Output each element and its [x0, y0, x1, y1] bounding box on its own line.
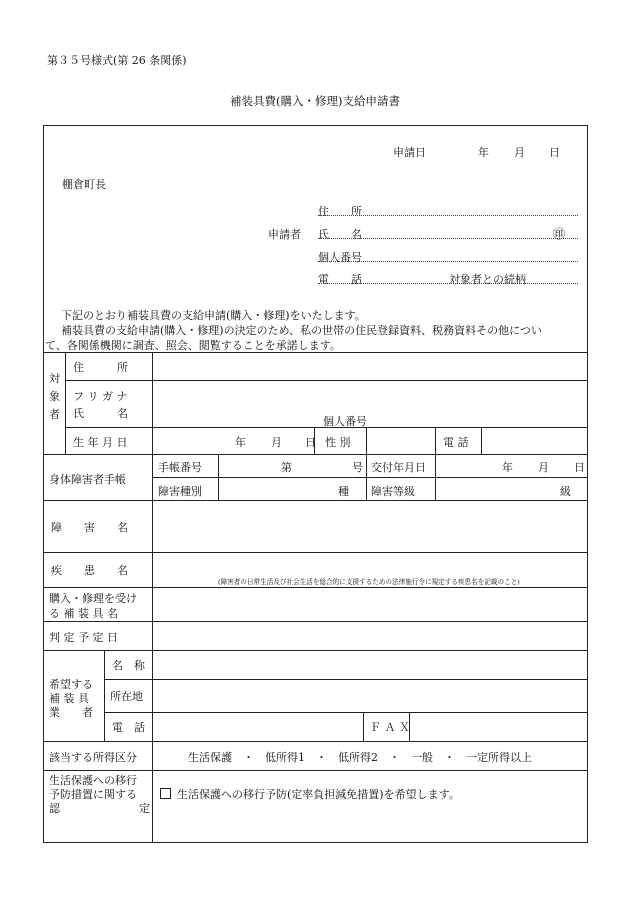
phone-label: 電 話 — [443, 436, 469, 449]
welfare-label-2: 予防措置に関する — [49, 788, 137, 801]
h-line — [104, 712, 588, 713]
applicant-address-label: 住 所 — [318, 205, 362, 218]
checkbox-icon[interactable] — [160, 788, 171, 799]
disability-name-label: 障 害 名 — [51, 521, 128, 534]
welfare-checkbox-text: 生活保護への移行予防(定率負担減免措置)を希望します。 — [177, 788, 460, 801]
applicant-label: 申請者 — [268, 228, 301, 241]
addressee: 棚倉町長 — [62, 178, 106, 191]
statement-line-1: 下記のとおり補装具費の支給申請(購入・修理)をいたします。 — [61, 309, 366, 322]
applicant-phone-label: 電 話 — [318, 273, 362, 286]
v-line — [218, 454, 219, 500]
applicant-id-field[interactable] — [318, 261, 578, 262]
birth-month: 月 — [271, 436, 282, 449]
issue-date-label: 交付年月日 — [371, 461, 426, 474]
v-line — [435, 427, 436, 500]
grade-label: 障害等級 — [371, 485, 415, 498]
subject-name-field[interactable] — [153, 381, 587, 426]
applicant-name-label: 氏 名 — [318, 228, 362, 241]
disability-type-label: 障害種別 — [158, 485, 202, 498]
sex-label: 性 別 — [325, 436, 351, 449]
vendor-phone-label: 電 話 — [112, 721, 145, 734]
welfare-label-3a: 認 — [49, 802, 60, 815]
income-label: 該当する所得区分 — [49, 751, 137, 764]
device-label-2: る 補 装 具 名 — [49, 607, 118, 620]
vendor-label-3: 業 者 — [49, 706, 93, 719]
date-day: 日 — [549, 146, 560, 159]
h-line — [43, 454, 588, 455]
vendor-fax-label: Ｆ Ａ Ｘ — [370, 721, 410, 734]
device-label-1: 購入・修理を受け — [49, 592, 137, 605]
income-options[interactable]: 生活保護 ・ 低所得1 ・ 低所得2 ・ 一般 ・ 一定所得以上 — [188, 751, 532, 764]
h-line — [43, 741, 588, 742]
birth-day: 日 — [305, 436, 316, 449]
disability-name-field[interactable] — [153, 501, 587, 551]
h-line — [43, 770, 588, 771]
v-line — [366, 427, 367, 500]
disease-note: (障害者の日常生活及び社会生活を総合的に支援するための法律施行令に規定する疾患名を記載のこと) — [218, 578, 520, 586]
subject-id-label: 個人番号 — [323, 415, 367, 428]
applicant-address-field[interactable] — [318, 215, 578, 216]
vendor-name-label: 名 称 — [112, 659, 145, 672]
applicant-id-label: 個人番号 — [318, 251, 362, 264]
h-line — [104, 679, 588, 680]
date-year: 年 — [478, 146, 489, 159]
v-line — [363, 712, 364, 741]
statement-line-2: 補装具費の支給申請(購入・修理)の決定のため、私の世帯の住民登録資料、税務資料その他につい — [61, 324, 542, 337]
date-label: 申請日 — [393, 146, 426, 159]
card-number-label: 手帳番号 — [158, 461, 202, 474]
welfare-option[interactable] — [160, 786, 460, 802]
type-suffix: 種 — [338, 485, 349, 498]
issue-day: 日 — [574, 461, 585, 474]
issue-month: 月 — [538, 461, 549, 474]
card-number-suffix: 号 — [352, 461, 363, 474]
vendor-label-2: 補 装 具 — [49, 692, 89, 705]
disability-card-label: 身体障害者手帳 — [49, 473, 126, 486]
welfare-label-3b: 定 — [139, 802, 150, 815]
applicant-relation-label: 対象者との続柄 — [449, 273, 526, 286]
judgment-date-field[interactable] — [153, 622, 587, 649]
form-number: 第３５号様式(第 26 条関係) — [47, 54, 187, 67]
subject-label: 対象者 — [49, 372, 60, 421]
furigana-label: フ リ ガ ナ — [73, 390, 128, 403]
welfare-label-1: 生活保護への移行 — [49, 774, 137, 787]
subject-address-label: 住 所 — [73, 361, 128, 374]
form-title: 補装具費(購入・修理)支給申請書 — [230, 94, 400, 108]
v-line — [104, 650, 105, 741]
vendor-location-label: 所在地 — [110, 690, 143, 703]
seal-mark: ㊞ — [553, 227, 566, 241]
subject-name-label: 氏 名 — [73, 407, 128, 420]
vendor-label-1: 希望する — [49, 678, 93, 691]
grade-suffix: 級 — [560, 485, 571, 498]
card-number-prefix: 第 — [281, 461, 292, 474]
birthdate-label: 生 年 月 日 — [73, 436, 128, 449]
device-field[interactable] — [153, 588, 587, 620]
h-line — [43, 650, 588, 651]
disease-name-label: 疾 患 名 — [51, 564, 128, 577]
issue-year: 年 — [502, 461, 513, 474]
applicant-name-field[interactable] — [318, 238, 578, 239]
date-month: 月 — [514, 146, 525, 159]
v-line — [65, 352, 66, 454]
judgment-date-label: 判 定 予 定 日 — [49, 631, 118, 644]
applicant-phone-field[interactable] — [318, 283, 578, 284]
v-line — [481, 427, 482, 454]
birth-year: 年 — [235, 436, 246, 449]
subject-address-field[interactable] — [153, 353, 587, 379]
h-line — [43, 552, 588, 553]
statement-line-3: て、各関係機関に調査、照会、閲覧することを承諾します。 — [45, 339, 341, 352]
